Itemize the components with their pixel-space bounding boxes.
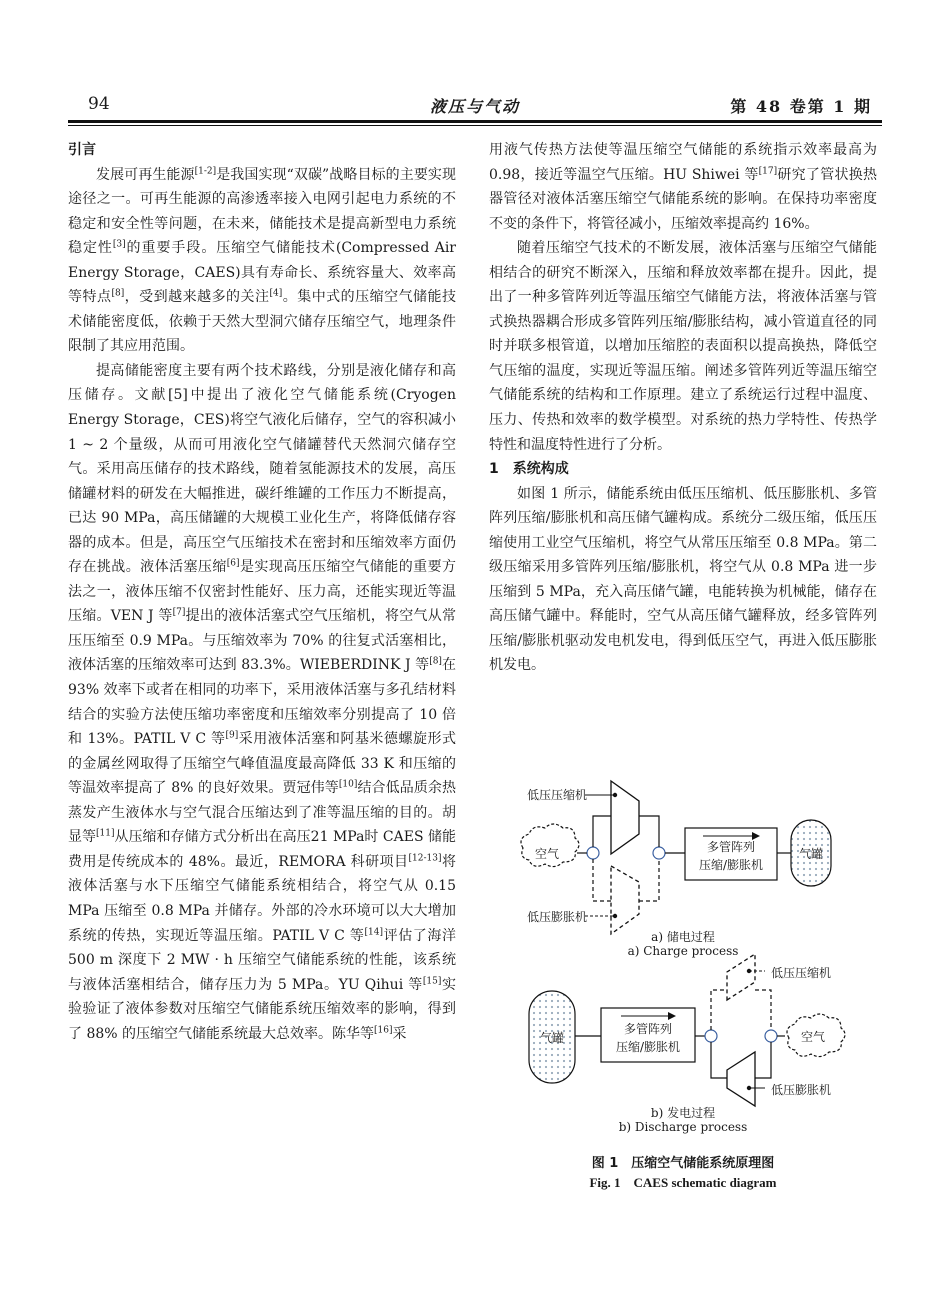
right-column <box>489 138 877 678</box>
section-title-system: 1 系统构成 <box>489 461 569 478</box>
citation: [8] <box>429 656 442 667</box>
label-a-compressor: 低压压缩机 <box>527 788 588 802</box>
label-b-expander: 低压膨胀机 <box>771 1083 832 1097</box>
b-expander-shape <box>727 1052 755 1106</box>
header-rule <box>68 120 882 123</box>
figure-caption-cn: 图 1 压缩空气储能系统原理图 <box>591 1156 775 1171</box>
citation: [12-13] <box>408 853 442 864</box>
label-b-array-1: 多管阵列 <box>623 1022 672 1036</box>
citation: [17] <box>758 165 778 176</box>
label-b-air: 空气 <box>801 1030 826 1044</box>
header-rule-thin <box>68 125 882 126</box>
label-a-tank: 气罐 <box>798 847 823 861</box>
citation: [6] <box>226 558 240 569</box>
citation: [16] <box>374 1025 393 1036</box>
figure-caption-en: Fig. 1 CAES schematic diagram <box>589 1175 777 1190</box>
paragraph: 如图 1 所示，储能系统由低压压缩机、低压膨胀机、多管阵列压缩/膨胀机和高压储气罐构成。系统分二级压缩，低压压缩使用工业空气压缩机，将空气从常压压缩至 0.8 MPa。第二级压缩采用多管阵列压缩/膨胀机，将空气从 0.8 MPa 进一步压缩到 5 MPa，充入高压储气罐，电能转换为机械能，储存在高压储气罐中。释能时，空气从高压储气罐释放，经多管阵列压缩/膨胀机驱动发电机发电，得到低压空气，再进入低压膨胀机发电。 <box>489 485 877 674</box>
label-a-array-2: 压缩/膨胀机 <box>698 858 764 872</box>
paragraph: 发展可再生能源[1-2]是我国实现“双碳”战略目标的主要实现途径之一。可再生能源的高渗透率接入电网引起电力系统的不稳定和安全性等问题，在未来，储能技术是提高新型电力系统稳定性[3]的重要手段。压缩空气储能技术(Compressed Air Energy Storage，CAES)具有寿命长、系统容量大、效率高等特点[8]，受到越来越多的关注[4]。集中式的压缩空气储能技术储能密度低，依赖于天然大型洞穴储存压缩空气，地理条件限制了其应用范围。 <box>68 165 457 355</box>
citation: [8] <box>111 288 125 299</box>
citation: [11] <box>96 828 115 839</box>
citation: [1-2] <box>194 165 217 176</box>
citation: [3] <box>112 239 126 250</box>
caption-b-cn: b) 发电过程 <box>650 1106 716 1120</box>
label-a-expander: 低压膨胀机 <box>527 910 588 924</box>
citation: [10] <box>338 779 358 790</box>
label-b-array-2: 压缩/膨胀机 <box>615 1040 681 1054</box>
low-pressure-expander-shape <box>611 866 639 934</box>
citation: [9] <box>225 730 239 741</box>
citation: [7] <box>172 607 186 618</box>
left-column <box>68 138 456 1046</box>
label-a-air: 空气 <box>535 847 560 861</box>
citation: [4] <box>269 288 283 299</box>
journal-name: 液压与气动 <box>429 97 520 116</box>
volume-issue: 第 48 卷第 1 期 <box>730 97 872 116</box>
b-compressor-shape <box>727 954 755 1000</box>
citation: [14] <box>364 926 384 937</box>
paragraph: 用液气传热方法使等温压缩空气储能的系统指示效率最高为 0.98，接近等温空气压缩。HU Shiwei 等[17]研究了管状换热器管径对液体活塞压缩空气储能系统的影响。在保持功率密度不变的条件下，将管径减小，压缩效率提高约 16%。 <box>489 142 877 232</box>
running-header <box>68 90 882 120</box>
label-b-tank: 气罐 <box>539 1031 564 1045</box>
citation: [15] <box>422 975 442 986</box>
figure-1 <box>489 776 877 1196</box>
section-title-intro: 引言 <box>68 142 96 158</box>
page-number: 94 <box>88 94 110 114</box>
caption-a-en: a) Charge process <box>627 944 739 958</box>
paragraph: 随着压缩空气技术的不断发展，液体活塞与压缩空气储能相结合的研究不断深入，压缩和释放效率都在提升。因此，提出了一种多管阵列近等温压缩空气储能方法，将液体活塞与管式换热器耦合形成多管阵列压缩/膨胀结构，减小管道直径的同时并联多根管道，以增加压缩腔的表面积以提高换热，降低空气压缩的温度，实现近等温压缩。阐述多管阵列近等温压缩空气储能系统的结构和工作原理。建立了系统运行过程中温度、压力、传热和效率的数学模型。对系统的热力学特性、传热学特性和温度特性进行了分析。 <box>489 240 877 453</box>
low-pressure-compressor-shape <box>611 781 639 854</box>
paragraph: 提高储能密度主要有两个技术路线，分别是液化储存和高压储存。文献[5]中提出了液化空气储能系统(Cryogen Energy Storage，CES)将空气液化后储存，空气的容积减小 1 ~ 2 个量级，从而可用液化空气储罐替代天然洞穴储存空气。采用高压储存的技术路线，随着氢能源技术的发展，高压储罐材料的研发在大幅推进，碳纤维罐的工作压力不断提高，已达 90 MPa，高压储罐的大规模工业化生产，将降低储存容器的成本。但是，高压空气压缩技术在密封和压缩效率方面仍存在挑战。液体活塞压缩[6]是实现高压压缩空气储能的重要方法之一，液体压缩不仅密封性能好、压力高，还能实现近等温压缩。VEN J 等[7]提出的液体活塞式空气压缩机，将空气从常压压缩至 0.9 MPa。与压缩效率为 70% 的往复式活塞相比，液体活塞的压缩效率可达到 83.3%。WIEBERDINK J 等[8]在 93% 效率下或者在相同的功率下，采用液体活塞与多孔结材料结合的实验方法使压缩功率密度和压缩效率分别提高了 10 倍和 13%。PATIL V C 等[9]采用液体活塞和阿基米德螺旋形式的金属丝网取得了压缩空气峰值温度最高降低 33 K 和压缩的等温效率提高了 8% 的良好效果。贾冠伟等[10]结合低品质余热蒸发产生液体水与空气混合压缩达到了准等温压缩的目的。胡显等[11]从压缩和存储方式分析出在高压21 MPa时 CAES 储能费用是传统成本的 48%。最近，REMORA 科研项目[12-13]将液体活塞与水下压缩空气储能系统相结合，将空气从 0.15 MPa 压缩至 0.8 MPa 并储存。外部的冷水环境可以大大增加系统的传热，实现近等温压缩。PATIL V C 等[14]评估了海洋 500 m 深度下 2 MW · h 压缩空气储能系统的性能，该系统与液体活塞相结合，储存压力为 5 MPa。YU Qihui 等[15]实验验证了液体参数对压缩空气储能系统压缩效率的影响，得到了 88% 的压缩空气储能系统最大总效率。陈华等[16]采 <box>68 362 457 1042</box>
caption-a-cn: a) 储电过程 <box>651 930 715 944</box>
caption-b-en: b) Discharge process <box>618 1120 748 1134</box>
label-a-array-1: 多管阵列 <box>706 840 755 854</box>
label-b-compressor: 低压压缩机 <box>771 966 832 980</box>
